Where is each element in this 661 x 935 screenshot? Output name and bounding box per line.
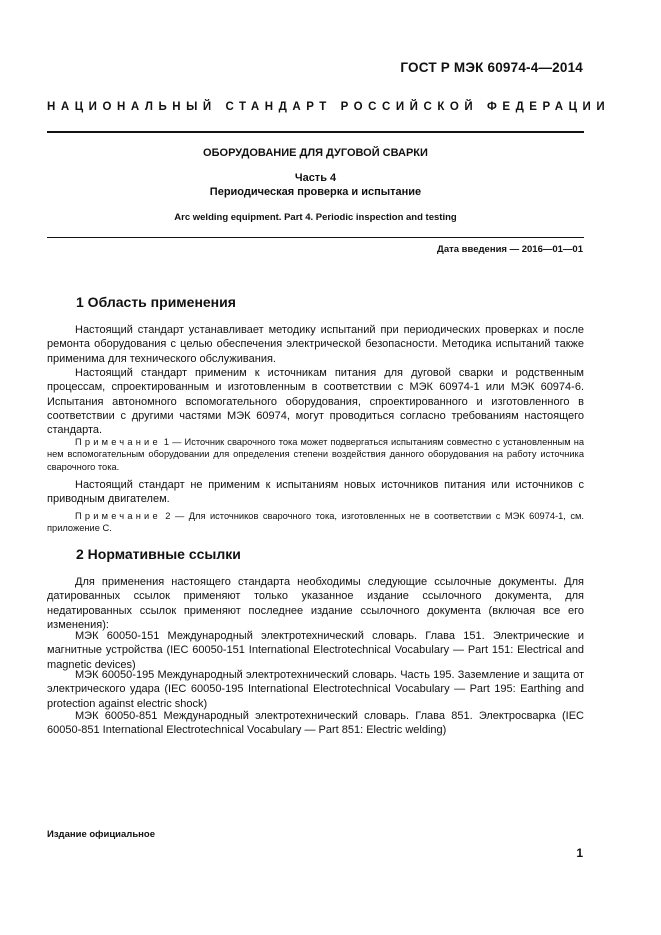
official-edition-label: Издание официальное bbox=[47, 829, 155, 840]
standard-part: Часть 4 bbox=[294, 172, 337, 184]
scope-paragraph-2: Настоящий стандарт применим к источникам питания для дуговой сварки и родственным процессам, спроектированным и изготовленным в соответствии с МЭК 60974-1 или МЭК 60974-6. Испытания автономного вспомогательного оборудования, спроектированного и изготовленного в соответствии с другими частями МЭК 60974, могут проводиться согласно требованиям настоящего стандарта. bbox=[47, 367, 584, 437]
scope-note-2 bbox=[47, 510, 584, 535]
section-heading-scope: 1 Область применения bbox=[76, 294, 236, 310]
reference-iec-60050-195: МЭК 60050-195 Международный электротехнический словарь. Часть 195. Заземление и защита от электрического удара (IEC 60050-195 International Electrotechnical Vocabulary — Part 195: Earthing and protection against electric shock) bbox=[47, 669, 584, 710]
top-divider bbox=[47, 131, 584, 133]
standard-english-title: Arc welding equipment. Part 4. Periodic inspection and testing bbox=[174, 212, 457, 223]
scope-paragraph-3: Настоящий стандарт не применим к испытаниям новых источников питания или источников с приводным двигателем. bbox=[47, 479, 584, 506]
page-number: 1 bbox=[576, 846, 583, 860]
section-heading-normative-references: 2 Нормативные ссылки bbox=[76, 546, 241, 562]
scope-paragraph-1: Настоящий стандарт устанавливает методику испытаний при периодических проверках и после ремонта оборудования с целью обеспечения электрической безопасности. Методика испытаний также применима для технического обслуживания. bbox=[47, 324, 584, 365]
introduction-date: Дата введения — 2016—01—01 bbox=[437, 244, 583, 255]
references-intro-paragraph: Для применения настоящего стандарта необходимы следующие ссылочные документы. Для датированных ссылок применяют только указанное издание ссылочного документа, для недатированных ссылок применяют последнее издание ссылочного документа (включая все его изменения): bbox=[47, 576, 584, 631]
document-number: ГОСТ Р МЭК 60974-4—2014 bbox=[400, 60, 583, 75]
note-2-text: 2 — Для источников сварочного тока, изготовленных не в соответствии с МЭК 60974-1, см. приложение С. bbox=[47, 511, 584, 534]
national-standard-title: НАЦИОНАЛЬНЫЙ СТАНДАРТ РОССИЙСКОЙ ФЕДЕРАЦИИ bbox=[47, 101, 611, 113]
note-1-text: 1 — Источник сварочного тока может подвергаться испытаниям совместно с установленным на нем вспомогательным оборудовании для определения степени воздействия данного оборудования на работу источника сварочного тока. bbox=[47, 437, 584, 472]
note-2-label: Примечание bbox=[75, 511, 161, 521]
standard-subtitle: Периодическая проверка и испытание bbox=[209, 186, 422, 198]
title-divider bbox=[47, 237, 584, 238]
reference-iec-60050-151: МЭК 60050-151 Международный электротехнический словарь. Глава 151. Электрические и магнитные устройства (IEC 60050-151 International Electrotechnical Vocabulary — Part 151: Electrical and magnetic devices) bbox=[47, 630, 584, 671]
reference-iec-60050-851: МЭК 60050-851 Международный электротехнический словарь. Глава 851. Электросварка (IEC 60050-851 International Electrotechnical Vocabulary — Part 851: Electric welding) bbox=[47, 710, 584, 737]
scope-note-1 bbox=[47, 436, 584, 473]
standard-title: ОБОРУДОВАНИЕ ДЛЯ ДУГОВОЙ СВАРКИ bbox=[203, 147, 428, 159]
note-1-label: Примечание bbox=[75, 437, 161, 447]
